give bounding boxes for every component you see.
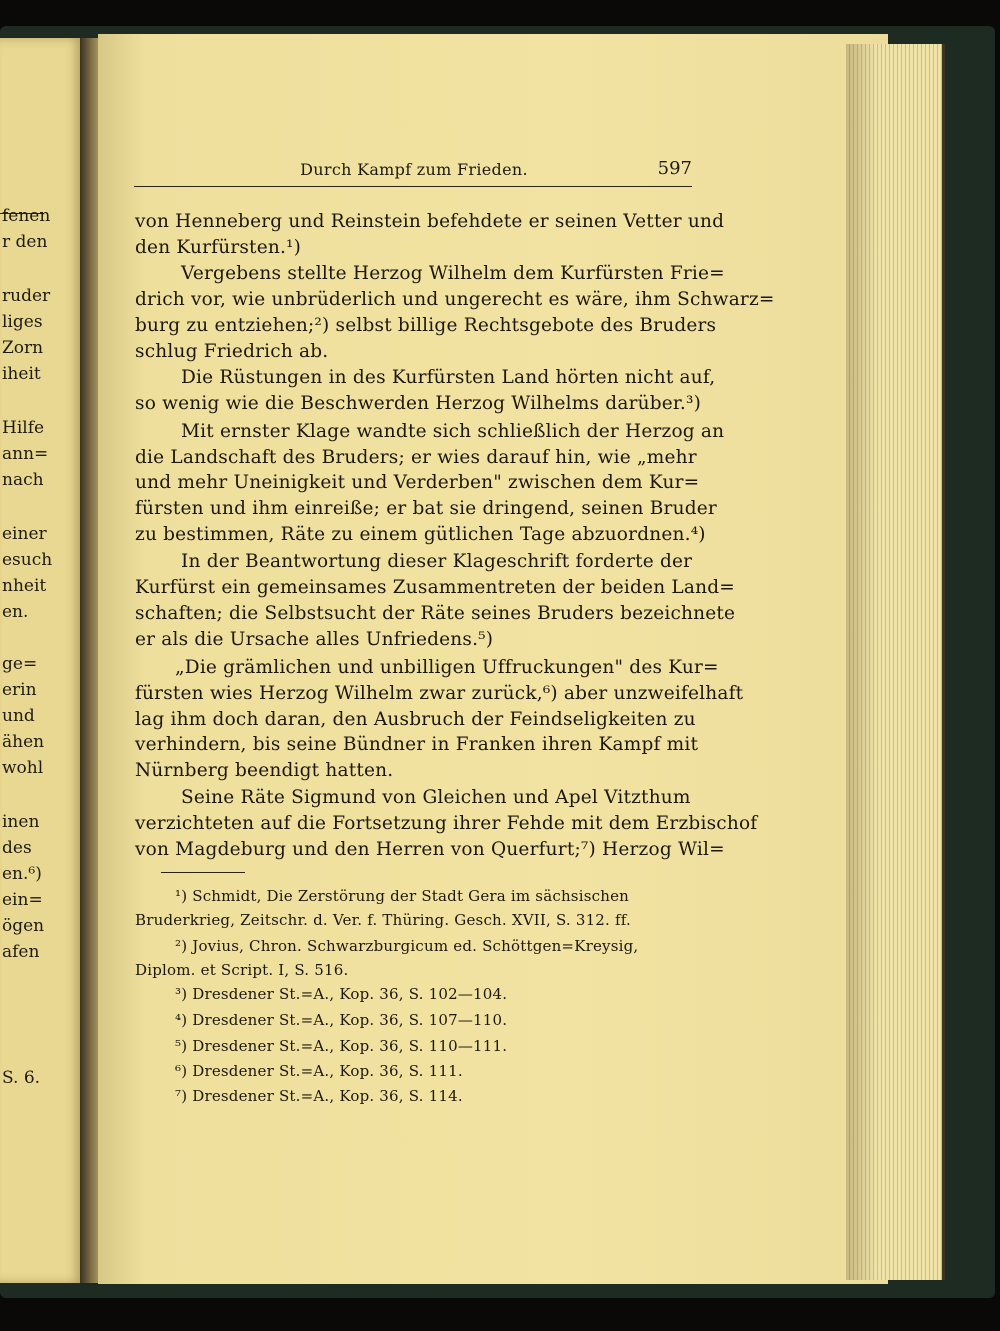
- body-line: verhindern, bis seine Bündner in Franken ihren Kampf mit: [135, 734, 699, 755]
- body-line: die Landschaft des Bruders; er wies darauf hin, wie „mehr: [135, 447, 697, 468]
- body-line: so wenig wie die Beschwerden Herzog Wilhelms darüber.³): [135, 393, 702, 414]
- page-header: [134, 158, 692, 187]
- body-line: von Magdeburg und den Herren von Querfurt;⁷) Herzog Wil=: [135, 839, 725, 860]
- body-line: schlug Friedrich ab.: [135, 341, 329, 362]
- body-line: Nürnberg beendigt hatten.: [135, 760, 394, 781]
- body-line: lag ihm doch daran, den Ausbruch der Feindseligkeiten zu: [135, 709, 696, 730]
- body-line: schaften; die Selbstsucht der Räte seines Bruders bezeichnete: [135, 603, 736, 624]
- page-edge-shadow: [846, 44, 876, 1280]
- body-line: und mehr Uneinigkeit und Verderben" zwischen dem Kur=: [135, 472, 700, 493]
- left-line-fragment: nach: [2, 470, 44, 490]
- left-line-fragment: ge=: [2, 654, 38, 674]
- footnote-line: Bruderkrieg, Zeitschr. d. Ver. f. Thüring. Gesch. XVII, S. 312. ff.: [135, 911, 631, 929]
- left-line-fragment: ann=: [2, 444, 49, 464]
- running-title: Durch Kampf zum Frieden.: [300, 160, 528, 179]
- left-line-fragment: ein=: [2, 890, 43, 910]
- body-line: burg zu entziehen;²) selbst billige Rechtsgebote des Bruders: [135, 315, 717, 336]
- body-line: Die Rüstungen in des Kurfürsten Land hörten nicht auf,: [181, 367, 716, 388]
- left-page: [0, 38, 84, 1283]
- body-line: zu bestimmen, Räte zu einem gütlichen Tage abzuordnen.⁴): [135, 524, 706, 545]
- footnote-line: ²) Jovius, Chron. Schwarzburgicum ed. Schöttgen=Kreysig,: [175, 937, 639, 955]
- left-line-fragment: des: [2, 838, 32, 858]
- left-line-fragment: esuch: [2, 550, 53, 570]
- body-line: „Die grämlichen und unbilligen Uffruckungen" des Kur=: [175, 657, 719, 678]
- footnote-line: ⁴) Dresdener St.=A., Kop. 36, S. 107—110.: [175, 1011, 508, 1029]
- left-line-fragment: ruder: [2, 286, 51, 306]
- footnote-line: ⁶) Dresdener St.=A., Kop. 36, S. 111.: [175, 1062, 463, 1080]
- footnote-separator: [161, 872, 245, 873]
- body-line: Mit ernster Klage wandte sich schließlich der Herzog an: [181, 421, 725, 442]
- left-line-fragment: Hilfe: [2, 418, 45, 438]
- left-line-fragment: S. 6.: [2, 1068, 41, 1088]
- footnote-line: ³) Dresdener St.=A., Kop. 36, S. 102—104.: [175, 985, 508, 1003]
- body-line: fürsten wies Herzog Wilhelm zwar zurück,⁶) aber unzweifelhaft: [135, 683, 744, 704]
- footnote-line: ¹) Schmidt, Die Zerstörung der Stadt Gera im sächsischen: [175, 887, 630, 905]
- page-number: 597: [657, 158, 692, 179]
- left-line-fragment: und: [2, 706, 35, 726]
- body-line: den Kurfürsten.¹): [135, 237, 302, 258]
- left-line-fragment: erin: [2, 680, 37, 700]
- left-line-fragment: inen: [2, 812, 40, 832]
- body-line: Seine Räte Sigmund von Gleichen und Apel Vitzthum: [181, 787, 691, 808]
- left-line-fragment: wohl: [2, 758, 44, 778]
- body-line: In der Beantwortung dieser Klageschrift forderte der: [181, 551, 693, 572]
- body-line: drich vor, wie unbrüderlich und ungerecht es wäre, ihm Schwarz=: [135, 289, 775, 310]
- footnote-line: ⁵) Dresdener St.=A., Kop. 36, S. 110—111.: [175, 1037, 508, 1055]
- left-line-fragment: en.⁶): [2, 864, 42, 884]
- left-line-fragment: afen: [2, 942, 40, 962]
- left-line-fragment: ähen: [2, 732, 45, 752]
- left-line-fragment: einer: [2, 524, 47, 544]
- footnote-line: ⁷) Dresdener St.=A., Kop. 36, S. 114.: [175, 1087, 463, 1105]
- body-line: von Henneberg und Reinstein befehdete er seinen Vetter und: [135, 211, 725, 232]
- footnote-line: Diplom. et Script. I, S. 516.: [135, 961, 349, 979]
- left-line-fragment: en.: [2, 602, 29, 622]
- body-line: verzichteten auf die Fortsetzung ihrer Fehde mit dem Erzbischof: [135, 813, 758, 834]
- left-line-fragment: r den: [2, 232, 48, 252]
- left-line-fragment: nheit: [2, 576, 47, 596]
- left-line-fragment: iheit: [2, 364, 41, 384]
- body-line: fürsten und ihm einreiße; er bat sie dringend, seinen Bruder: [135, 498, 717, 519]
- left-line-fragment: ögen: [2, 916, 45, 936]
- body-line: Kurfürst ein gemeinsames Zusammentreten der beiden Land=: [135, 577, 735, 598]
- left-line-fragment: fenen: [2, 206, 51, 226]
- left-line-fragment: Zorn: [2, 338, 44, 358]
- body-line: er als die Ursache alles Unfriedens.⁵): [135, 629, 494, 650]
- left-line-fragment: liges: [2, 312, 43, 332]
- body-line: Vergebens stellte Herzog Wilhelm dem Kurfürsten Frie=: [181, 263, 725, 284]
